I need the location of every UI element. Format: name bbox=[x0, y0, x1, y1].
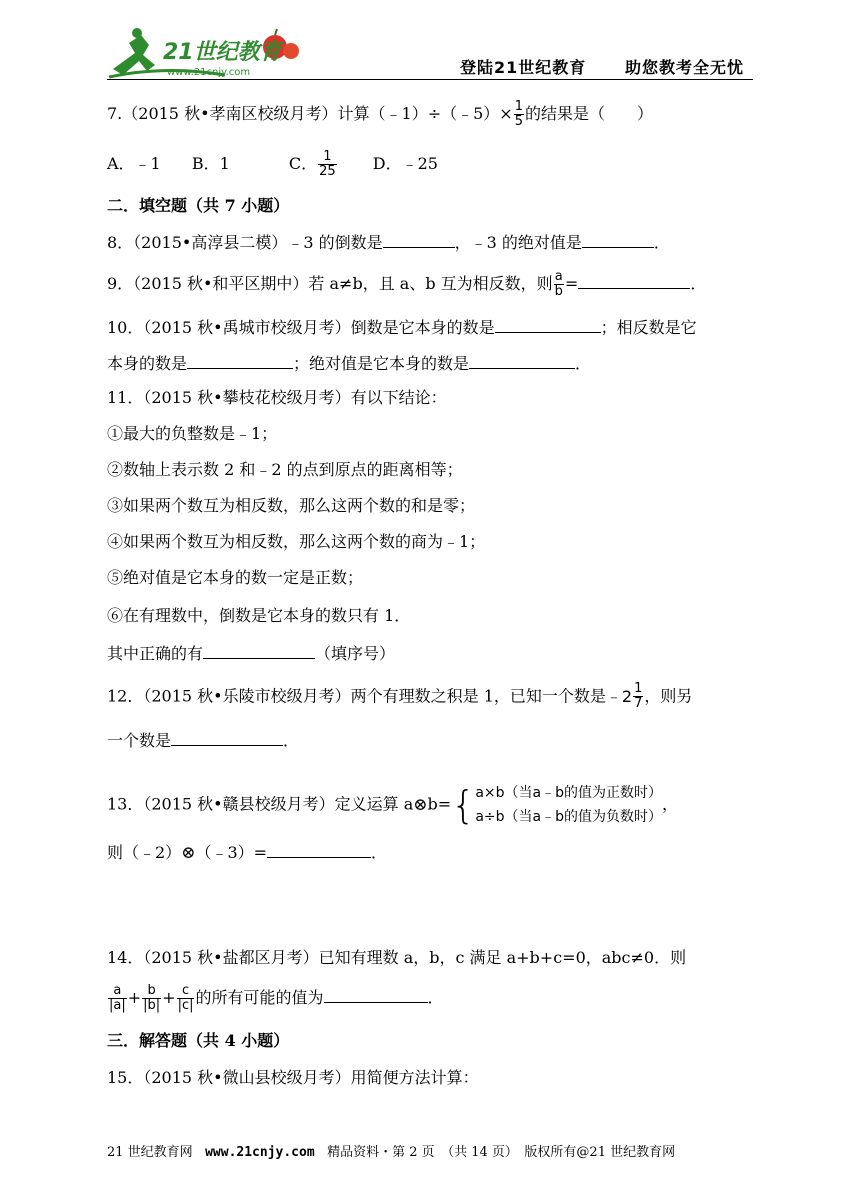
fraction: $\frac{c}{|c|}$ bbox=[177, 983, 194, 1013]
answer-blank[interactable] bbox=[324, 986, 428, 1003]
answer-blank[interactable] bbox=[203, 642, 315, 659]
question-10-cont: 本身的数是 ；绝对值是它本身的数是 ． bbox=[107, 354, 592, 373]
statement-1: ①最大的负整数是﹣1； bbox=[107, 424, 278, 443]
section-solve: 三．解答题（共 4 小题） bbox=[107, 1031, 290, 1050]
piecewise-definition: a×b（当a﹣b的值为正数时） a÷b（当a﹣b的值为负数时） bbox=[475, 785, 662, 825]
answer-blank[interactable] bbox=[469, 352, 575, 369]
svg-text:www.21cnjy.com: www.21cnjy.com bbox=[167, 67, 251, 78]
answer-blank[interactable] bbox=[187, 352, 293, 369]
question-10: 10．（2015 秋•禹城市校级月考）倒数是它本身的数是 ；相反数是它 bbox=[107, 318, 697, 337]
question-11: 11．（2015 秋•攀枝花校级月考）有以下结论： bbox=[107, 388, 447, 407]
slogan-right: 助您教考全无忧 bbox=[625, 58, 745, 77]
statement-2: ②数轴上表示数 2 和﹣2 的点到原点的距离相等； bbox=[107, 460, 463, 479]
question-11-answer: 其中正确的有 （填序号） bbox=[107, 644, 396, 663]
question-9: 9．（2015 秋•和平区期中）若 a≠b，且 a、b 互为相反数，则 $\frac{a}{b}$ = ． bbox=[107, 269, 707, 299]
page-header bbox=[0, 0, 860, 85]
option-a: A．﹣1 bbox=[107, 154, 161, 173]
statement-5: ⑤绝对值是它本身的数一定是正数； bbox=[107, 568, 364, 587]
fraction: $\frac{1}{5}$ bbox=[514, 99, 523, 129]
fraction: $\frac{a}{b}$ bbox=[554, 269, 563, 299]
question-7: 7.（2015 秋•孝南区校级月考）计算（﹣1）÷（﹣5）× $\frac{1}{5}$ 的结果是（ ） bbox=[107, 99, 653, 129]
option-d: D．﹣25 bbox=[372, 154, 438, 173]
option-b: B．1 bbox=[191, 154, 230, 173]
question-14: 14．（2015 秋•盐都区月考）已知有理数 a，b，c 满足 a+b+c=0，abc≠0．则 bbox=[107, 948, 687, 967]
question-15: 15．（2015 秋•微山县校级月考）用简便方法计算： bbox=[107, 1068, 479, 1087]
section-fill-in: 二．填空题（共 7 小题） bbox=[107, 196, 290, 215]
statement-3: ③如果两个数互为相反数，那么这两个数的和是零； bbox=[107, 496, 476, 515]
svg-text:21世纪教育: 21世纪教育 bbox=[163, 40, 282, 65]
answer-blank[interactable] bbox=[495, 316, 601, 333]
footer-link[interactable]: www.21cnjy.com bbox=[205, 1145, 315, 1160]
statement-6: ⑥在有理数中，倒数是它本身的数只有 1． bbox=[107, 606, 411, 625]
page-footer: 21 世纪教育网 www.21cnjy.com 精品资料・第 2 页 （共 14 页） 版权所有@21 世纪教育网 bbox=[107, 1145, 676, 1160]
slogan-left: 登陆21世纪教育 bbox=[460, 58, 587, 77]
answer-blank[interactable] bbox=[171, 729, 283, 746]
otimes-icon: ⊗ bbox=[181, 843, 196, 863]
logo bbox=[105, 25, 305, 83]
answer-blank[interactable] bbox=[578, 272, 690, 289]
fraction: $\frac{1}{25}$ bbox=[319, 149, 336, 179]
question-13-cont: 则（﹣2）⊗（﹣3）= ． bbox=[107, 843, 388, 863]
answer-blank[interactable] bbox=[267, 841, 371, 858]
question-8: 8．（2015•高淳县二模）﹣3 的倒数是 ，﹣3 的绝对值是 ． bbox=[107, 233, 670, 252]
answer-blank[interactable] bbox=[582, 231, 654, 248]
fraction: $\frac{b}{|b|}$ bbox=[143, 983, 161, 1013]
header-divider bbox=[107, 79, 753, 80]
runner-icon bbox=[113, 35, 155, 75]
question-12-cont: 一个数是 ． bbox=[107, 731, 300, 750]
mixed-number: 2 $\frac{1}{7}$ bbox=[621, 681, 643, 711]
question-13: 13．（2015 秋•赣县校级月考）定义运算 a⊗b={ a×b（当a﹣b的值为正数时） a÷b（当a﹣b的值为负数时） ， bbox=[107, 783, 679, 827]
option-c: C． bbox=[288, 154, 318, 173]
question-12: 12．（2015 秋•乐陵市校级月考）两个有理数之积是 1，已知一个数是﹣ 2 $\frac{1}{7}$ ，则另 bbox=[107, 681, 693, 711]
fraction: $\frac{a}{|a|}$ bbox=[109, 983, 126, 1013]
question-14-cont: $\frac{a}{|a|}$ + $\frac{b}{|b|}$ + $\frac{c}{|c|}$ 的所有可能的值为 ． bbox=[109, 983, 444, 1013]
answer-blank[interactable] bbox=[383, 231, 455, 248]
otimes-icon: ⊗ bbox=[413, 794, 428, 815]
question-7-options bbox=[107, 150, 438, 179]
statement-4: ④如果两个数互为相反数，那么这两个数的商为﹣1； bbox=[107, 532, 486, 551]
